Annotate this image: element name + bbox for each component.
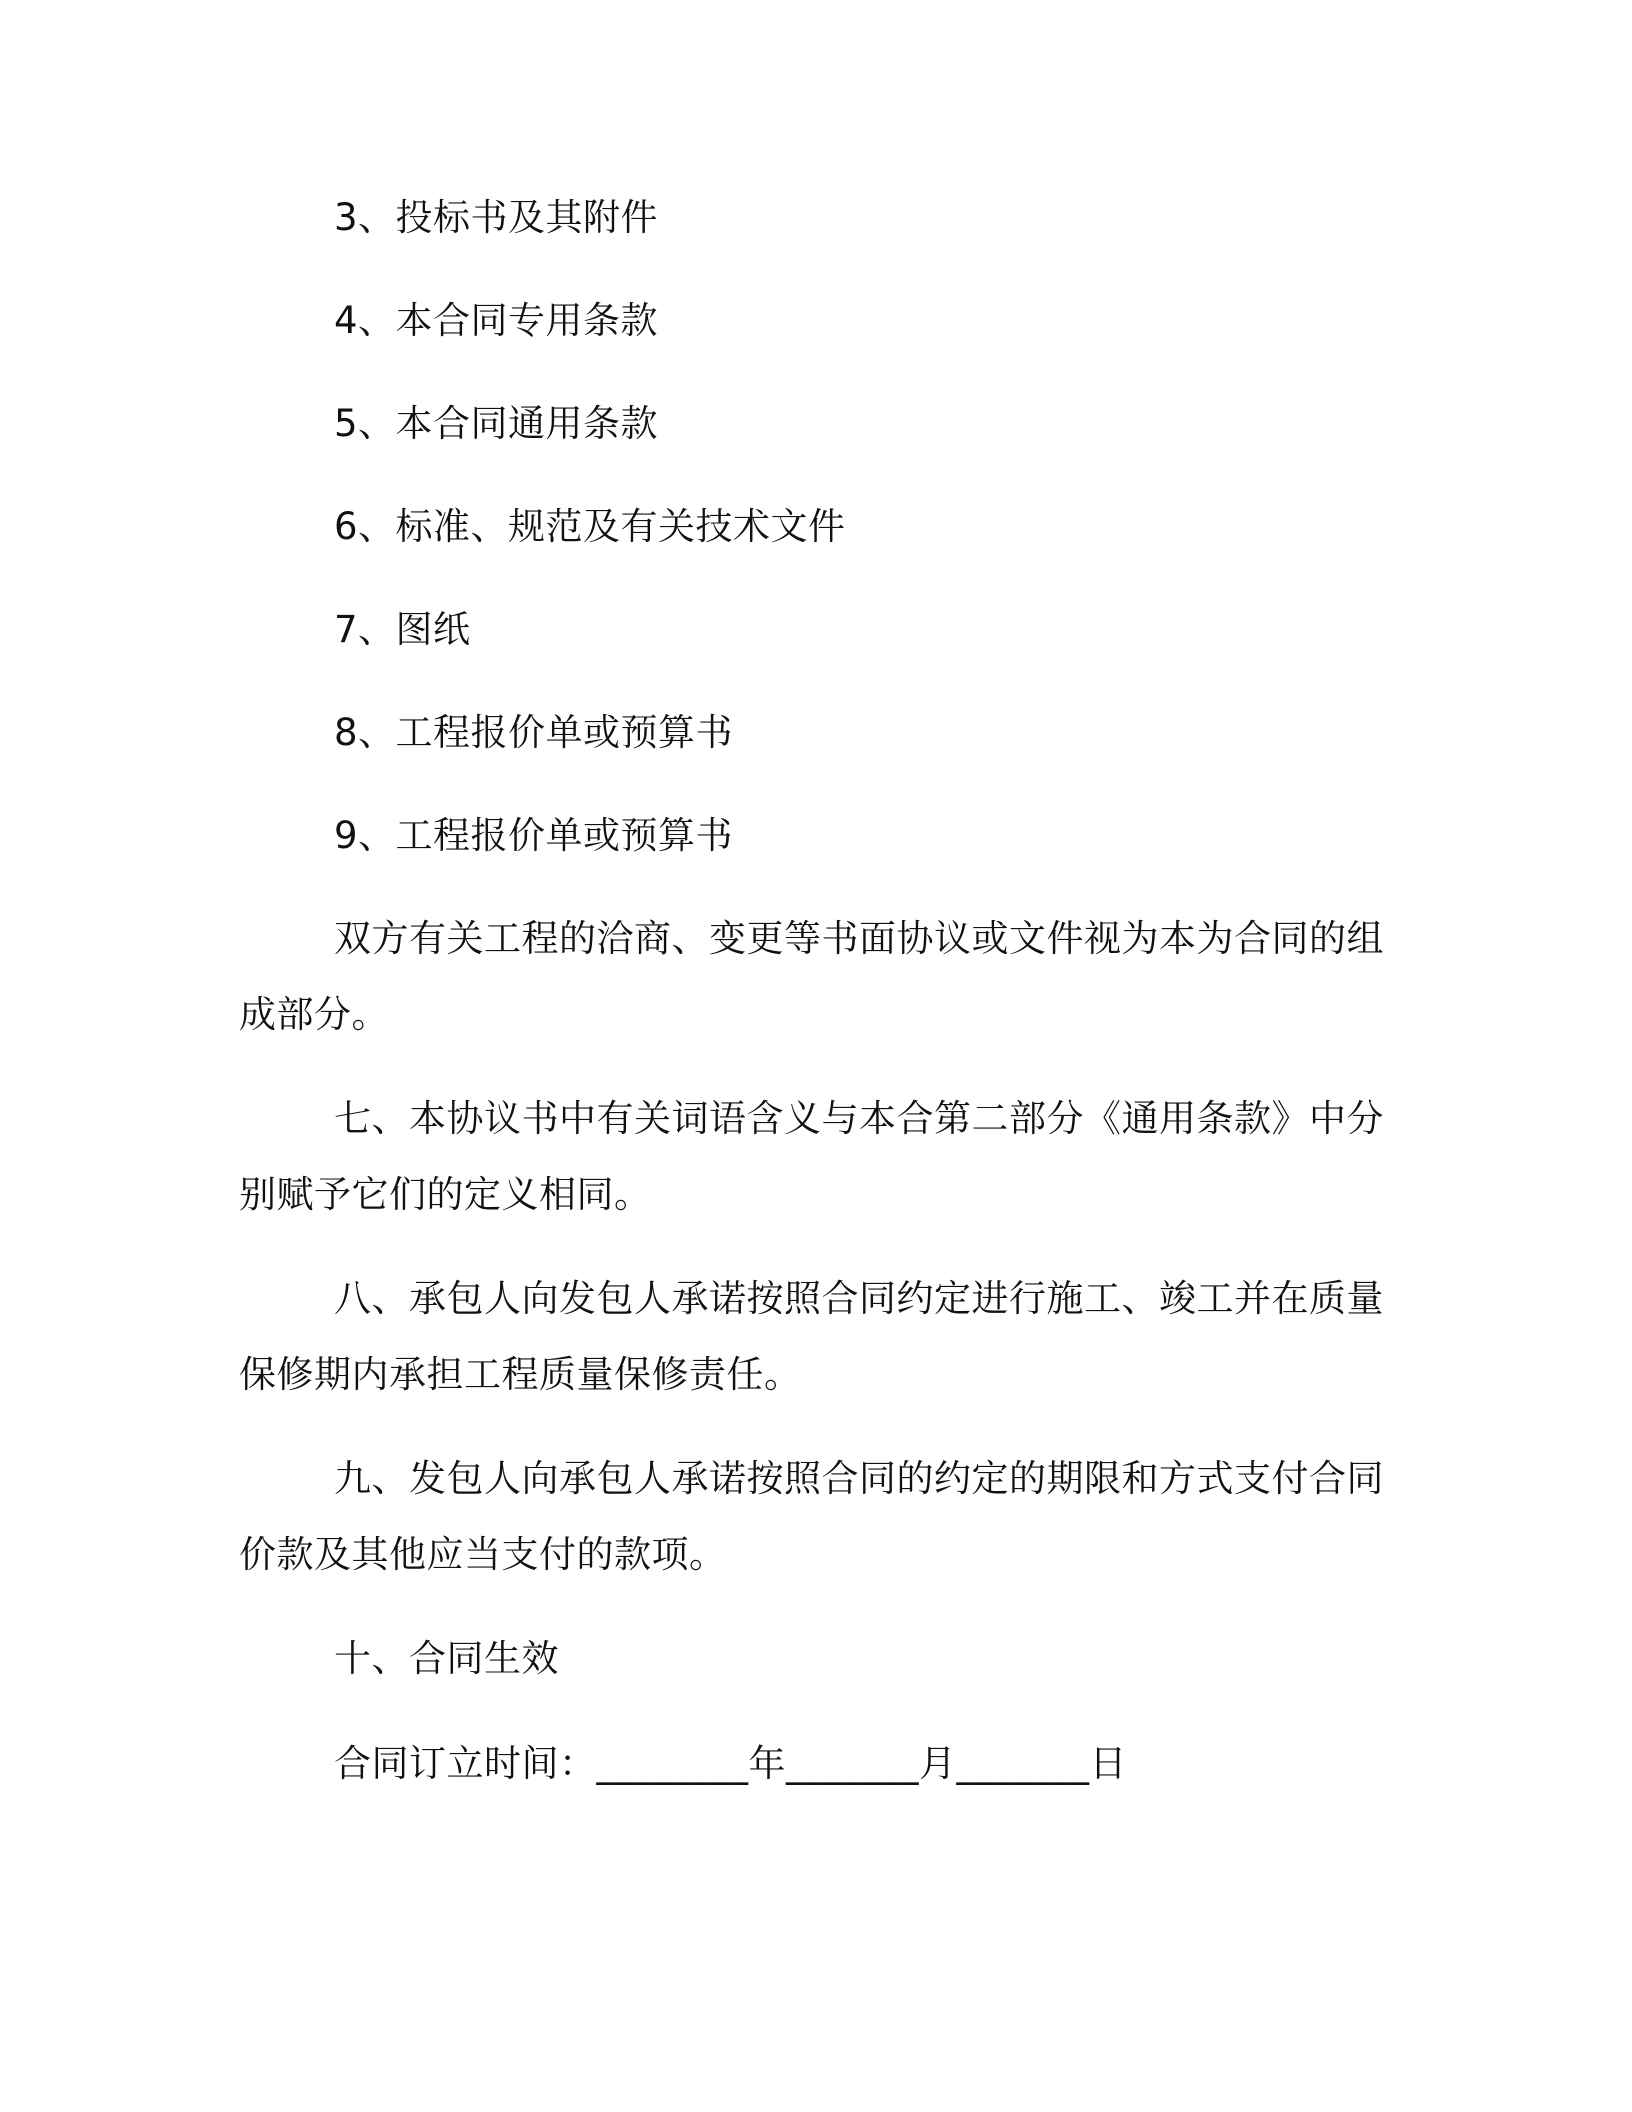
list-item: 6、标准、规范及有关技术文件: [334, 505, 846, 548]
paragraph-first-line: 双方有关工程的洽商、变更等书面协议或文件视为本为合同的组: [334, 917, 1384, 960]
paragraph-continuation-line: 别赋予它们的定义相同。: [239, 1173, 652, 1216]
paragraph-continuation-line: 保修期内承担工程质量保修责任。: [239, 1353, 802, 1396]
list-item: 5、本合同通用条款: [334, 402, 659, 445]
paragraph-first-line: 七、本协议书中有关词语含义与本合第二部分《通用条款》中分: [334, 1097, 1384, 1140]
list-item: 3、投标书及其附件: [334, 196, 659, 239]
signing-date-line: 合同订立时间：________年_______月_______日: [334, 1742, 1127, 1785]
list-item: 8、工程报价单或预算书: [334, 711, 734, 754]
list-item: 4、本合同专用条款: [334, 299, 659, 342]
paragraph-continuation-line: 成部分。: [239, 993, 389, 1036]
paragraph-first-line: 八、承包人向发包人承诺按照合同约定进行施工、竣工并在质量: [334, 1277, 1384, 1320]
section-heading: 十、合同生效: [334, 1637, 559, 1680]
list-item: 7、图纸: [334, 608, 471, 651]
paragraph-first-line: 九、发包人向承包人承诺按照合同的约定的期限和方式支付合同: [334, 1457, 1384, 1500]
list-item: 9、工程报价单或预算书: [334, 814, 734, 857]
paragraph-continuation-line: 价款及其他应当支付的款项。: [239, 1533, 727, 1576]
